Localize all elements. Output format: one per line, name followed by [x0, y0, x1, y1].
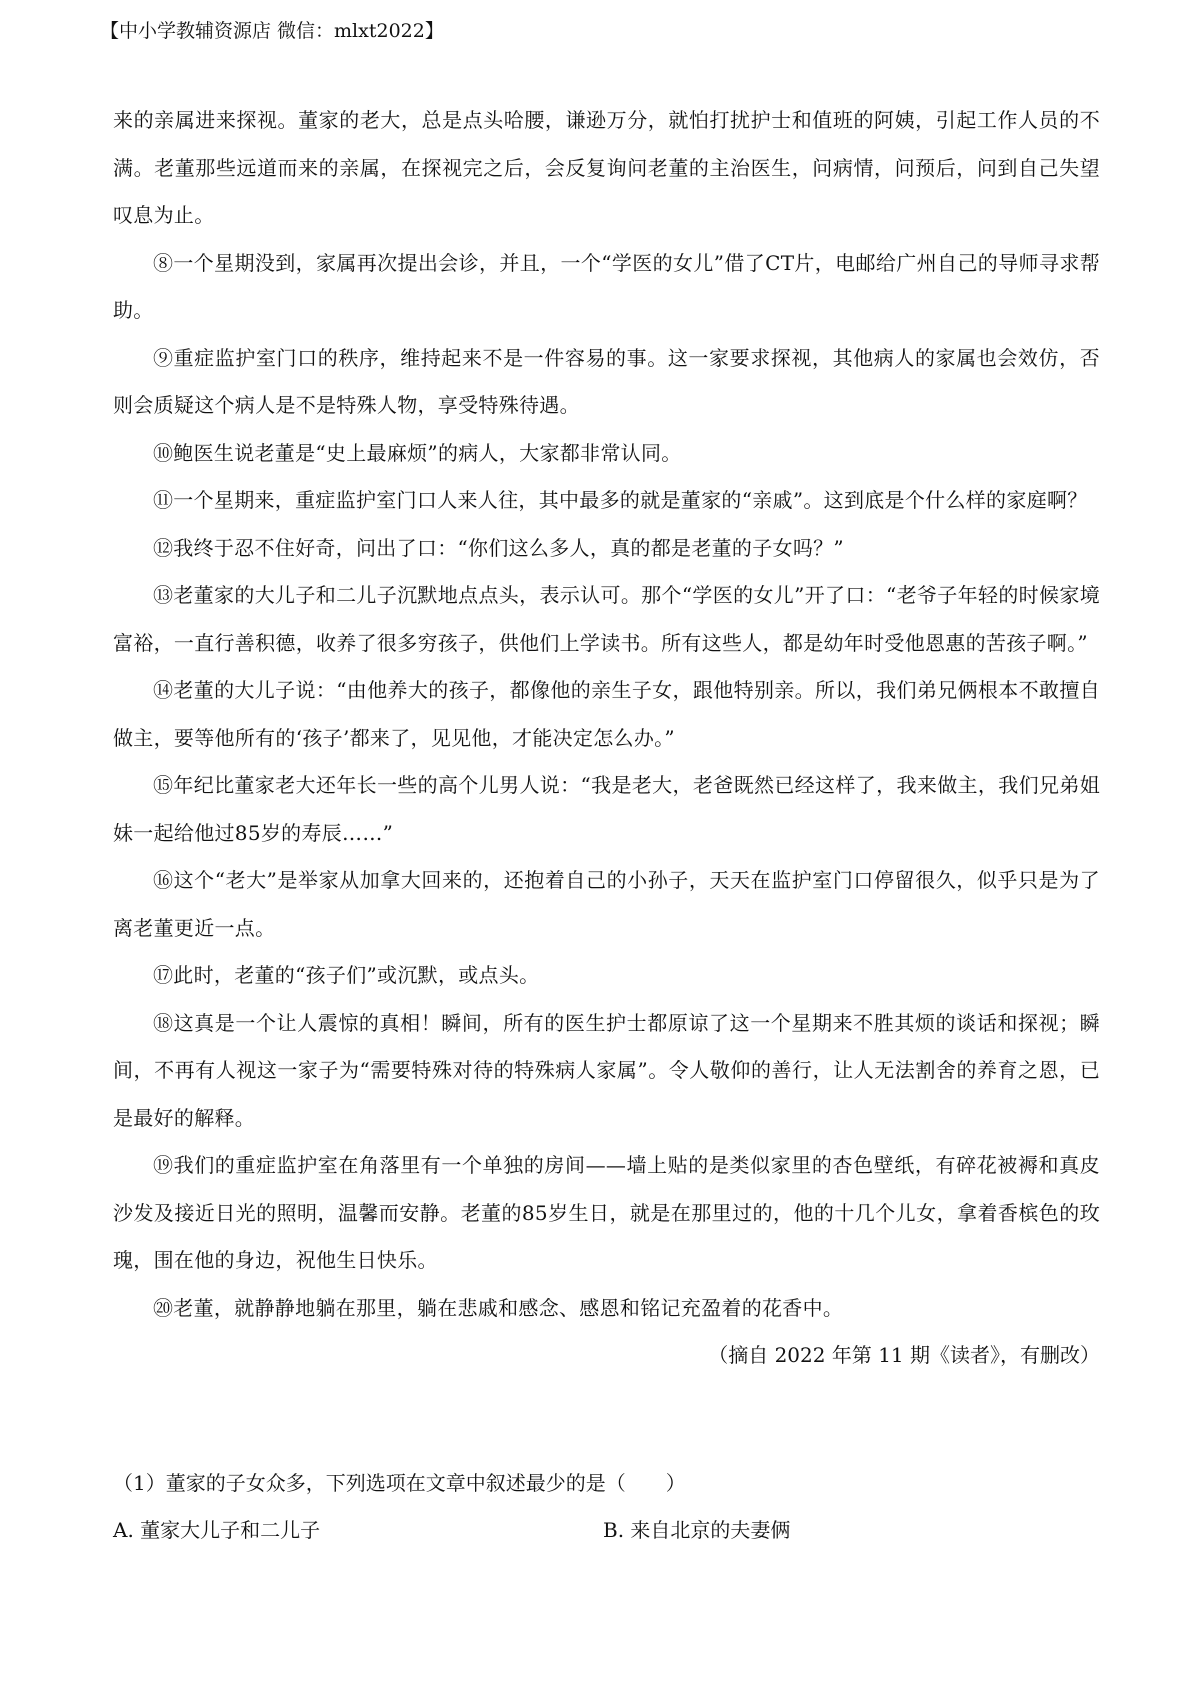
question-stem: （1）董家的子女众多，下列选项在文章中叙述最少的是（ ）: [113, 1471, 686, 1495]
article-paragraph: ⑩鲍医生说老董是“史上最麻烦”的病人，大家都非常认同。: [153, 440, 682, 465]
article-paragraph: ⑪一个星期来，重症监护室门口人来人往，其中最多的就是董家的“亲戚”。这到底是个什么样的家庭啊？: [153, 488, 1088, 512]
article-paragraph: ⑯这个“老大”是举家从加拿大回来的，还抱着自己的小孙子，天天在监护室门口停留很久，似乎只是为了离老董更近一点。: [113, 868, 1100, 940]
article-paragraph: ⑧一个星期没到，家属再次提出会诊，并且，一个“学医的女儿”借了CT片，电邮给广州自己的导师寻求帮助。: [113, 250, 1100, 322]
article-paragraph: ⑫我终于忍不住好奇，问出了口：“你们这么多人，真的都是老董的子女吗？”: [153, 535, 844, 560]
article-paragraph: ⑮年纪比董家老大还年长一些的高个儿男人说：“我是老大，老爸既然已经这样了，我来做主，我们兄弟姐妹一起给他过85岁的寿辰……”: [113, 773, 1100, 845]
article-body: [113, 97, 1100, 1380]
option-a-text: 董家大儿子和二儿子: [140, 1518, 321, 1542]
option-a[interactable]: [113, 1510, 320, 1550]
watermark-header: 【中小学教辅资源店 微信：mlxt2022】: [100, 20, 444, 42]
article-paragraph: ⑳老董，就静静地躺在那里，躺在悲戚和感念、感恩和铭记充盈着的花香中。: [153, 1295, 844, 1320]
option-a-label: A.: [113, 1518, 134, 1542]
article-paragraph: ⑨重症监护室门口的秩序，维持起来不是一件容易的事。这一家要求探视，其他病人的家属也会效仿，否则会质疑这个病人是不是特殊人物，享受特殊待遇。: [113, 345, 1100, 417]
article-paragraph: 来的亲属进来探视。董家的老大，总是点头哈腰，谦逊万分，就怕打扰护士和值班的阿姨，引起工作人员的不满。老董那些远道而来的亲属，在探视完之后，会反复询问老董的主治医生，问病情，问预后，问到自己失望叹息为止。: [113, 108, 1100, 227]
article-paragraph: ⑰此时，老董的“孩子们”或沉默，或点头。: [153, 963, 540, 987]
article-source: （摘自 2022 年第 11 期《读者》，有删改）: [708, 1343, 1100, 1367]
article-paragraph: ⑱这真是一个让人震惊的真相！瞬间，所有的医生护士都原谅了这一个星期来不胜其烦的谈话和探视；瞬间，不再有人视这一家子为“需要特殊对待的特殊病人家属”。令人敬仰的善行，让人无法割舍的养育之恩，已是最好的解释。: [113, 1010, 1100, 1130]
article-paragraphs: [113, 97, 1100, 1332]
article-paragraph: ⑬老董家的大儿子和二儿子沉默地点点头，表示认可。那个“学医的女儿”开了口：“老爷子年轻的时候家境富裕，一直行善积德，收养了很多穷孩子，供他们上学读书。所有这些人，都是幼年时受他恩惠的苦孩子啊。”: [113, 583, 1100, 655]
option-b-text: 来自北京的夫妻俩: [630, 1518, 791, 1542]
option-b[interactable]: [603, 1510, 790, 1550]
article-paragraph: ⑭老董的大儿子说：“由他养大的孩子，都像他的亲生子女，跟他特别亲。所以，我们弟兄俩根本不敢擅自做主，要等他所有的‘孩子’都来了，见见他，才能决定怎么办。”: [113, 678, 1100, 750]
option-b-label: B.: [603, 1518, 625, 1542]
article-paragraph: ⑲我们的重症监护室在角落里有一个单独的房间——墙上贴的是类似家里的杏色壁纸，有碎花被褥和真皮沙发及接近日光的照明，温馨而安静。老董的85岁生日，就是在那里过的，他的十几个儿女，拿着香槟色的玫瑰，围在他的身边，祝他生日快乐。: [113, 1153, 1100, 1272]
